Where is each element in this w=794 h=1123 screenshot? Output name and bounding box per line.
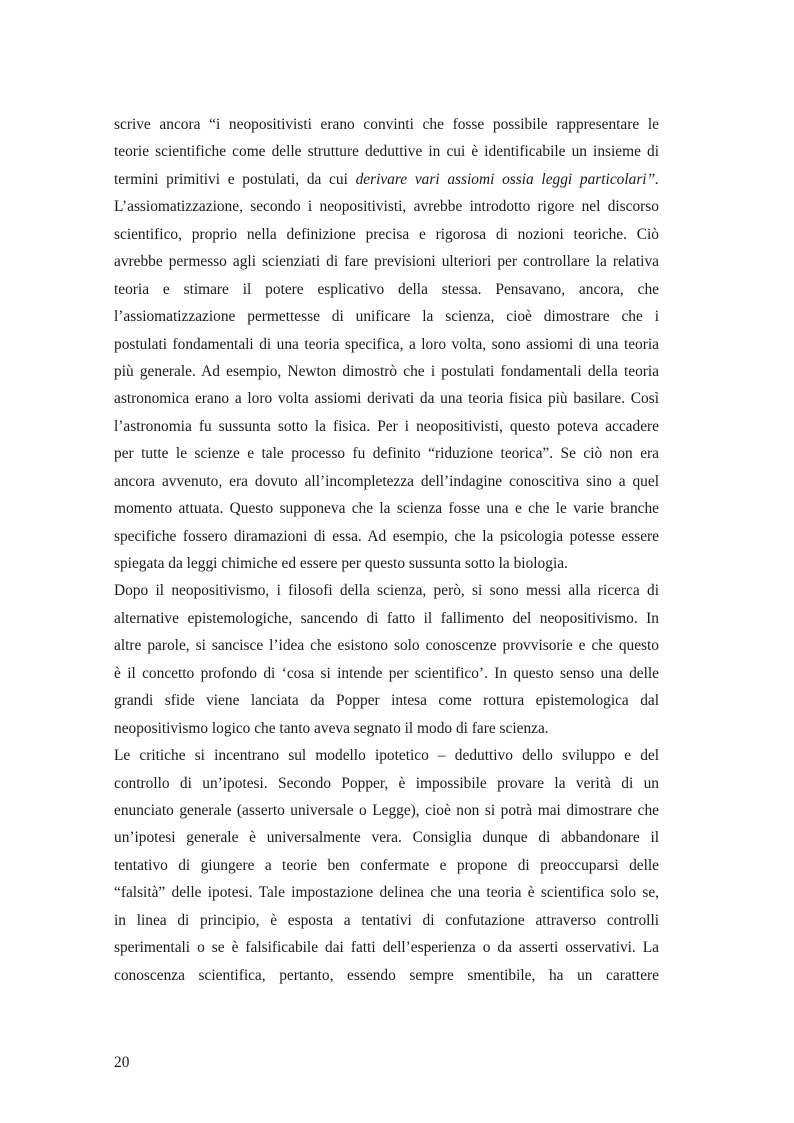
text-line <box>114 907 659 934</box>
text-run: spiegata da leggi chimiche ed essere per questo sussunta sotto la biologia. <box>114 555 568 572</box>
text-line <box>114 852 659 879</box>
text-line <box>114 632 659 659</box>
text-run: scientifico, proprio nella definizione precisa e rigorosa di nozioni teoriche. Ciò <box>114 225 659 243</box>
text-run: Dopo il neopositivismo, i filosofi della scienza, però, si sono messi alla ricerca di <box>114 582 659 600</box>
text-line <box>114 193 659 220</box>
text-line <box>114 495 659 522</box>
text-line <box>114 577 659 604</box>
italic-text-run: derivare vari assiomi ossia leggi particolari”. <box>355 170 659 188</box>
page-number: 20 <box>114 1054 130 1071</box>
text-run: controllo di un’ipotesi. Secondo Popper, è impossibile provare la verità di un <box>114 774 659 792</box>
text-run: tentativo di giungere a teorie ben confermate e propone di preoccuparsi delle <box>114 856 659 874</box>
body-text <box>114 111 659 989</box>
text-line <box>114 248 659 275</box>
text-line <box>114 962 659 989</box>
text-run: per tutte le scienze e tale processo fu definito “riduzione teorica”. Se ciò non era <box>114 445 659 463</box>
text-line <box>114 879 659 906</box>
text-run: l’assiomatizzazione permettesse di unificare la scienza, cioè dimostrare che i <box>114 308 659 326</box>
text-run: neopositivismo logico che tanto aveva segnato il modo di fare scienza. <box>114 719 549 737</box>
text-run: più generale. Ad esempio, Newton dimostrò che i postulati fondamentali della teoria <box>114 362 659 380</box>
text-run: ancora avvenuto, era dovuto all’incompletezza dell’indagine conoscitiva sino a quel <box>114 472 659 490</box>
text-line <box>114 824 659 851</box>
text-line <box>114 660 659 687</box>
text-line <box>114 687 659 714</box>
text-run: astronomica erano a loro volta assiomi derivati da una teoria fisica più basilare. Così <box>114 390 659 408</box>
text-line <box>114 742 659 769</box>
text-run: sperimentali o se è falsificabile dai fatti dell’esperienza o da asserti osservativi. La <box>114 939 659 957</box>
text-run: altre parole, si sancisce l’idea che esistono solo conoscenze provvisorie e che questo <box>114 637 659 655</box>
text-line <box>114 523 659 550</box>
text-line <box>114 138 659 165</box>
text-line <box>114 605 659 632</box>
text-line <box>114 770 659 797</box>
text-line <box>114 358 659 385</box>
text-line <box>114 276 659 303</box>
text-run: in linea di principio, è esposta a tentativi di confutazione attraverso controlli <box>114 911 659 929</box>
text-line <box>114 797 659 824</box>
text-line <box>114 440 659 467</box>
text-run: Le critiche si incentrano sul modello ipotetico – deduttivo dello sviluppo e del <box>114 747 659 765</box>
text-run: conoscenza scientifica, pertanto, essendo sempre smentibile, ha un carattere <box>114 966 659 984</box>
text-line <box>114 331 659 358</box>
text-run: grandi sfide viene lanciata da Popper intesa come rottura epistemologica dal <box>114 692 659 710</box>
text-line <box>114 111 659 138</box>
text-line <box>114 550 659 577</box>
text-run: alternative epistemologiche, sancendo di fatto il fallimento del neopositivismo. In <box>114 609 659 627</box>
text-line <box>114 715 659 742</box>
text-run: teorie scientifiche come delle strutture deduttive in cui è identificabile un insieme di <box>114 143 659 161</box>
text-line <box>114 303 659 330</box>
text-run: L’assiomatizzazione, secondo i neopositivisti, avrebbe introdotto rigore nel discorso <box>114 198 659 216</box>
text-run: enunciato generale (asserto universale o Legge), cioè non si potrà mai dimostrare che <box>114 801 659 819</box>
text-line <box>114 413 659 440</box>
text-run: scrive ancora “i neopositivisti erano convinti che fosse possibile rappresentare le <box>114 116 659 133</box>
text-line <box>114 385 659 412</box>
text-run: un’ipotesi generale è universalmente vera. Consiglia dunque di abbandonare il <box>114 829 659 847</box>
text-run: termini primitivi e postulati, da cui <box>114 170 356 188</box>
text-run: l’astronomia fu sussunta sotto la fisica. Per i neopositivisti, questo poteva accadere <box>114 417 659 435</box>
text-run: postulati fondamentali di una teoria specifica, a loro volta, sono assiomi di una teoria <box>114 335 659 353</box>
text-line <box>114 221 659 248</box>
text-run: avrebbe permesso agli scienziati di fare previsioni ulteriori per controllare la relativa <box>114 253 659 271</box>
text-run: teoria e stimare il potere esplicativo della stessa. Pensavano, ancora, che <box>114 280 659 298</box>
text-run: specifiche fossero diramazioni di essa. Ad esempio, che la psicologia potesse essere <box>114 527 659 545</box>
text-line <box>114 166 659 193</box>
text-line <box>114 934 659 961</box>
text-line <box>114 468 659 495</box>
text-run: “falsità” delle ipotesi. Tale impostazione delinea che una teoria è scientifica solo se, <box>114 884 659 902</box>
text-run: momento attuata. Questo supponeva che la scienza fosse una e che le varie branche <box>114 500 659 518</box>
text-run: è il concetto profondo di ‘cosa si intende per scientifico’. In questo senso una delle <box>114 664 659 682</box>
